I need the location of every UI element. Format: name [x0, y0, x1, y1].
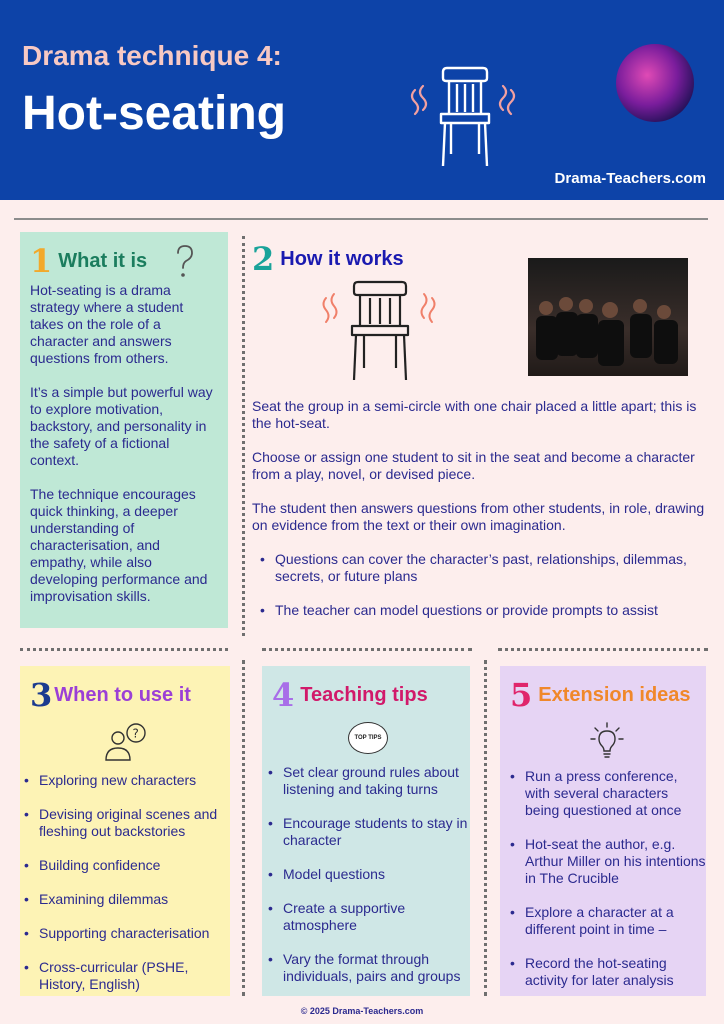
- paragraph: The student then answers questions from other students, in role, drawing on evidence from the text or their own imagination.: [252, 500, 705, 533]
- list-item: • Vary the format through individuals, pairs and groups: [268, 951, 470, 985]
- badge-label: TOP TIPS: [354, 735, 382, 741]
- students-hot-seating-photo: [528, 258, 688, 376]
- list-item: • Exploring new characters: [24, 772, 230, 789]
- section-when-to-use-it: [20, 666, 230, 996]
- question-mark-icon: [173, 243, 197, 279]
- section-how-it-works: [252, 240, 712, 620]
- icon-container: [266, 722, 470, 754]
- list-item: • Create a supportive atmosphere: [268, 900, 470, 934]
- section-title: When to use it: [54, 683, 191, 706]
- paragraph: It’s a simple but powerful way to explore motivation, backstory, and personality in the safety of a fictional context.: [30, 384, 213, 468]
- footer-copyright: © 2025 Drama-Teachers.com: [300, 1006, 424, 1016]
- section-title: How it works: [280, 247, 404, 270]
- paragraph: Hot-seating is a drama strategy where a student takes on the role of a character and answers questions from others.: [30, 282, 184, 366]
- divider: [242, 236, 245, 636]
- list-item: • Building confidence: [24, 857, 230, 874]
- list-item: • Model questions: [268, 866, 470, 883]
- divider: [498, 648, 708, 651]
- section-heading: [266, 676, 470, 714]
- list-item: • Cross-curricular (PSHE, History, English): [24, 959, 230, 993]
- section-extension-ideas: [500, 666, 706, 996]
- list-item: • Encourage students to stay in character: [268, 815, 470, 849]
- section-title: What it is: [58, 249, 148, 272]
- list-item: • Explore a character at a different point in time –: [510, 904, 706, 938]
- header-subtitle: Drama technique 4:: [22, 40, 282, 71]
- icon-container: [508, 722, 706, 758]
- list-item: • The teacher can model questions or provide prompts to assist: [260, 602, 708, 619]
- site-name: Drama-Teachers.com: [554, 170, 706, 187]
- list-item: • Supporting characterisation: [24, 925, 230, 942]
- list-item: • Devising original scenes and fleshing out backstories: [24, 806, 230, 840]
- paragraph: Choose or assign one student to sit in the seat and become a character from a play, novel, or devised piece.: [252, 449, 695, 482]
- paragraph: The technique encourages quick thinking, a deeper understanding of characterisation, and empathy, while also developing performance and improvisation skills.: [30, 486, 208, 604]
- section-what-it-is: [20, 232, 228, 628]
- section-number: 2: [252, 240, 275, 278]
- divider: [14, 218, 708, 220]
- theatre-mask-logo: [616, 44, 694, 122]
- chair-icon: [405, 62, 525, 172]
- top-tips-badge: [348, 722, 388, 754]
- divider: [20, 648, 228, 651]
- section-title: Teaching tips: [300, 683, 428, 706]
- section-number: 3: [30, 676, 53, 714]
- section-heading: [22, 676, 230, 714]
- header-title: Hot-seating: [22, 87, 286, 140]
- divider: [242, 660, 245, 996]
- divider: [484, 660, 487, 996]
- list-item: • Set clear ground rules about listening and taking turns: [268, 764, 470, 798]
- section-heading: [30, 242, 218, 280]
- icon-container: [22, 722, 230, 762]
- list-item: • Record the hot-seating activity for later analysis: [510, 955, 706, 989]
- paragraph: Seat the group in a semi-circle with one chair placed a little apart; this is the hot-seat.: [252, 398, 697, 431]
- divider: [262, 648, 472, 651]
- list-item: • Hot-seat the author, e.g. Arthur Miller on his intentions in The Crucible: [510, 836, 706, 887]
- header-banner: [0, 0, 724, 200]
- section-number: 1: [30, 242, 53, 280]
- person-question-icon: [103, 722, 149, 762]
- list-item: • Questions can cover the character’s past, relationships, dilemmas, secrets, or future plans: [260, 551, 708, 585]
- lightbulb-icon: [589, 722, 625, 758]
- hot-seat-chair-icon: [320, 278, 440, 384]
- list-item: • Examining dilemmas: [24, 891, 230, 908]
- list-item: • Run a press conference, with several characters being questioned at once: [510, 768, 706, 819]
- svg-text:?: ?: [132, 726, 139, 741]
- section-heading: [508, 676, 706, 714]
- section-number: 5: [510, 676, 533, 714]
- section-teaching-tips: [262, 666, 470, 996]
- section-title: Extension ideas: [538, 683, 691, 706]
- section-number: 4: [272, 676, 295, 714]
